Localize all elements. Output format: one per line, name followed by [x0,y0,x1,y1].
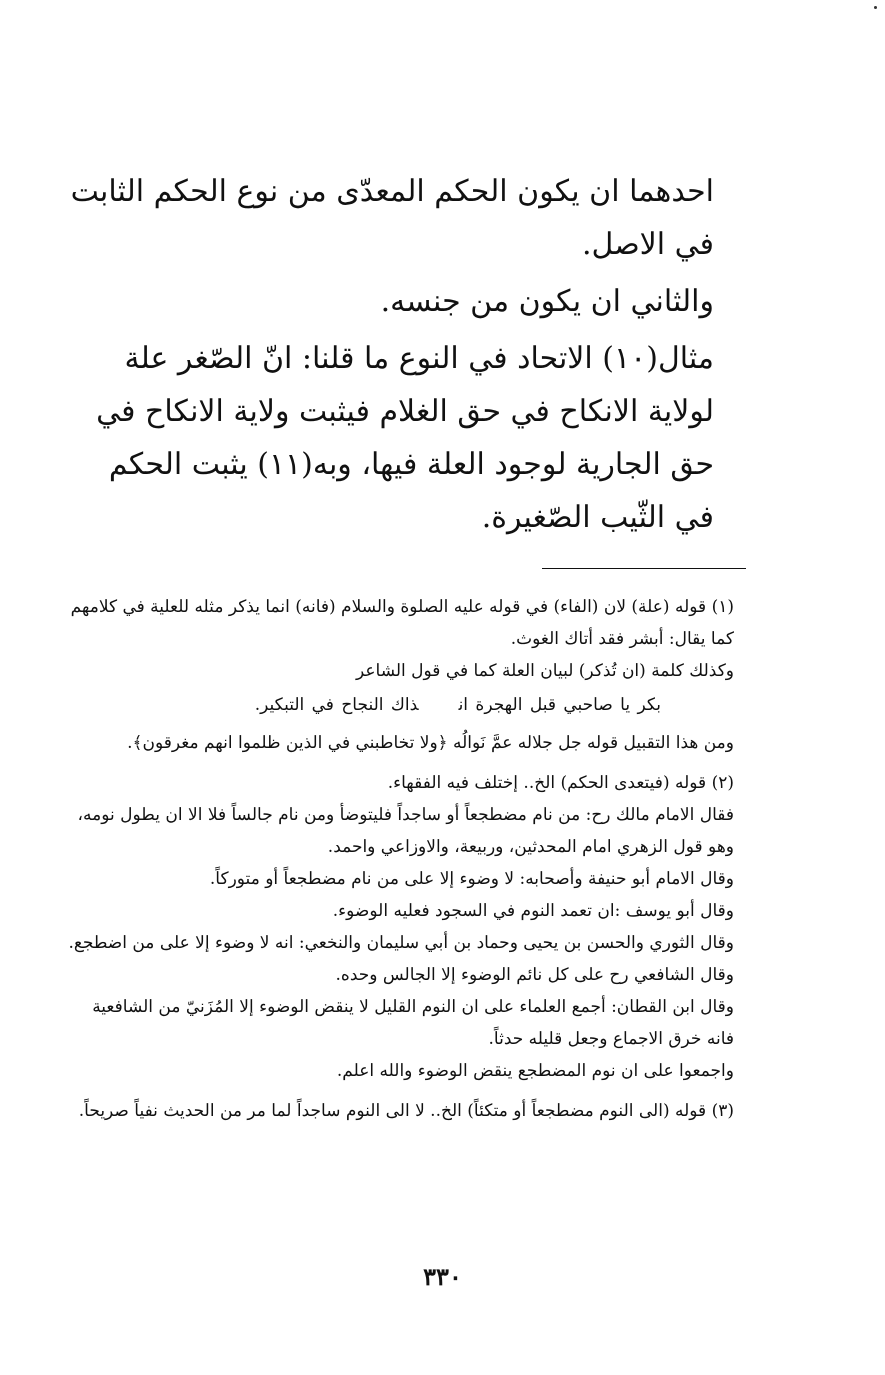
footnote-2-line-3: وقال الامام أبو حنيفة وأصحابه: لا وضوء إلا على من نام مضطجعاً أو متوركاً. [209,869,734,889]
footnote-2-line-2: فقال الامام مالك رح: من نام مضطجعاً أو ساجداً فليتوضأ ومن نام جالساً فلا الا ان يطول نومه، وهو قول الزهري امام المحدثين، وربيعة، والاوزاعي واحمد. [77,805,734,857]
page-number: ٣٣٠ [423,1262,462,1291]
page-body [66,165,756,1135]
footnote-2-line-6: وقال الشافعي رح على كل نائم الوضوء إلا الجالس وحده. [335,965,734,985]
footnote-3-line-1: (٣) قوله (الى النوم مضطجعاً أو متكئاً) الخ.. لا الى النوم ساجداً لما مر من الحديث نفياً صريحاً. [78,1101,734,1121]
footnote-1-line-1: (١) قوله (علة) لان (الفاء) في قوله عليه الصلوة والسلام (فانه) انما يذكر مثله للعلية في كلامهم كما يقال: أبشر فقد أتاك الغوث. [70,597,734,649]
corner-mark [874,6,877,9]
footnote-2 [66,767,756,1087]
main-text [66,165,756,544]
verse-hemistich-1: بكر يا صاحبي قبل الهجرة ان [458,695,661,715]
footnote-1-line-3: ومن هذا التقبيل قوله جل جلاله عمَّ نَوالُه ﴿ولا تخاطبني في الذين ظلموا انهم مغرقون﴾. [127,733,734,753]
footnote-3 [66,1095,756,1127]
footnote-2-line-1: (٢) قوله (فيتعدى الحكم) الخ.. إختلف فيه الفقهاء. [387,773,734,793]
footnote-2-line-4: وقال أبو يوسف :ان تعمد النوم في السجود فعليه الوضوء. [332,901,734,921]
footnote-2-line-8: واجمعوا على ان نوم المضطجع ينقض الوضوء والله اعلم. [336,1061,734,1081]
footnote-1-line-2: وكذلك كلمة (ان تُذكر) لبيان العلة كما في قول الشاعر [355,661,734,681]
footnotes [66,591,756,1127]
verse-hemistich-2: ذاك النجاح في التبكير. [254,695,419,715]
main-paragraph-3: مثال(١٠) الاتحاد في النوع ما قلنا: انّ الصّغر علة لولاية الانكاح في حق الغلام فيثبت ولاية الانكاح في حق الجارية لوجود العلة فيها، وبه(١١) يثبت الحكم في الثّيب الصّغيرة. [96,341,714,535]
main-paragraph-2: والثاني ان يكون من جنسه. [380,284,714,319]
footnote-1 [66,591,756,759]
main-paragraph-1: احدهما ان يكون الحكم المعدّى من نوع الحكم الثابت في الاصل. [70,174,714,262]
footnote-1-verse [66,689,756,721]
footnote-2-line-5: وقال الثوري والحسن بن يحيى وحماد بن أبي سليمان والنخعي: انه لا وضوء إلا على من اضطجع. [68,933,734,953]
footnote-divider [542,568,746,569]
footnote-2-line-7: وقال ابن القطان: أجمع العلماء على ان النوم القليل لا ينقض الوضوء إلا المُزَنيّ من الشافعية فانه خرق الاجماع وجعل قليله حدثاً. [92,997,734,1049]
